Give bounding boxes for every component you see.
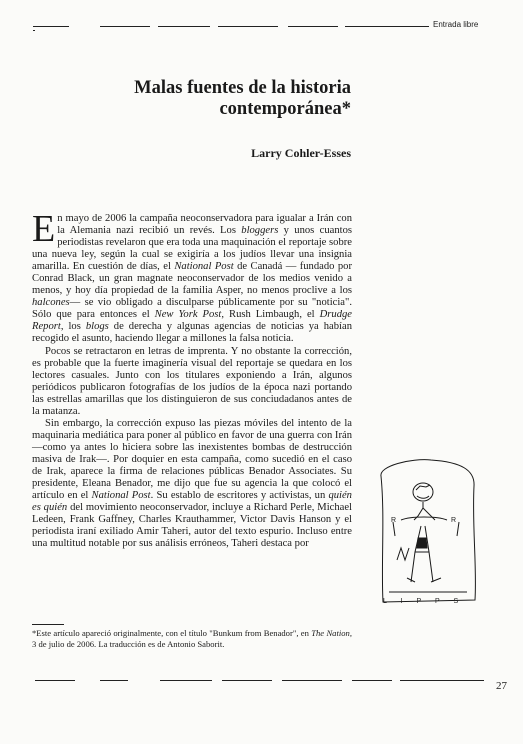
article-author: Larry Cohler-Esses xyxy=(251,146,351,160)
paragraph-2: Pocos se retractaron en letras de imprenta. Y no obstante la corrección, es probable que la fuerte imaginería visual del reportaje se quedara en los lectores casuales. Junto con los titulares exponiendo a Irán, algunos periódicos publicaron fotografías de los judíos de la época nazi portando las estrellas amarillas que los distinguieron de sus conciudadanos antes de la matanza. xyxy=(32,345,352,417)
footer-rule xyxy=(400,680,484,681)
footer-rule xyxy=(352,680,392,681)
title-line-1: Malas fuentes de la historia xyxy=(134,78,351,98)
header-rule xyxy=(345,26,429,27)
drop-cap: E xyxy=(32,208,56,250)
header-rule xyxy=(288,26,338,27)
footer-rule xyxy=(35,680,75,681)
illustration-caption: L I P P S xyxy=(383,598,465,605)
header-rule xyxy=(100,26,150,27)
illustration-sketch xyxy=(371,456,481,608)
footer-rule xyxy=(160,680,212,681)
footnote: *Este artículo apareció originalmente, con el título "Bunkum from Benador", en The Nation, 3 de julio de 2006. La traducción es de Antonio Saborit. xyxy=(32,628,352,649)
header-rule xyxy=(33,26,69,27)
paragraph-1: En mayo de 2006 la campaña neoconservadora para igualar a Irán con la Alemania nazi recibió un revés. Los bloggers y unos cuantos periodistas revelaron que era toda una maquinación el reportaje sobre una nueva ley, según la cual se exigiría a los judíos llevar una insignia amarilla. En cuestión de días, el National Post de Canadá — fundado por Conrad Black, un gran magnate neoconservador de los medios venido a menos, y hoy día propiedad de la familia Asper, no menos proclive a los halcones— se vio obligado a disculparse públicamente por su "noticia". Sólo que para entonces el New York Post, Rush Limbaugh, el Drudge Report, los blogs de derecha y algunas agencias de noticias ya habían recogido el asunto, haciendo llegar a millones la falsa noticia. xyxy=(32,208,352,345)
section-tag: Entrada libre xyxy=(433,20,479,29)
svg-text:R: R xyxy=(451,517,457,524)
footer-rule xyxy=(222,680,272,681)
svg-text:R: R xyxy=(391,517,397,524)
footer-rule xyxy=(282,680,342,681)
footer-rule xyxy=(100,680,128,681)
article-title xyxy=(60,78,351,120)
header-rule xyxy=(158,26,210,27)
footnote-rule xyxy=(32,624,64,625)
header-rule xyxy=(218,26,278,27)
paragraph-3: Sin embargo, la corrección expuso las piezas móviles del intento de la maquinaria mediática para poner al público en favor de una guerra con Irán —como ya antes lo hiciera sobre las inexistentes bombas de destrucción masiva de Irak—. Por doquier en esta campaña, como sucedió en el caso de Irak, aparece la firma de relaciones públicas Benador Associates. Su presidente, Eleana Benador, me dijo que fue su agencia la que colocó el artículo en el National Post. Su establo de escritores y activistas, un quién es quién del movimiento neoconservador, incluye a Richard Perle, Michael Ledeen, Frank Gaffney, Charles Krauthammer, Victor Davis Hanson y el periodista iraní exiliado Amir Taheri, autor del texto espurio. Incluso entre una multitud notable por sus análisis erróneos, Taheri destaca por xyxy=(32,417,352,550)
title-line-2: contemporánea* xyxy=(219,99,351,119)
header-rule xyxy=(33,30,35,31)
article-body xyxy=(32,208,352,550)
page-number: 27 xyxy=(496,680,507,692)
